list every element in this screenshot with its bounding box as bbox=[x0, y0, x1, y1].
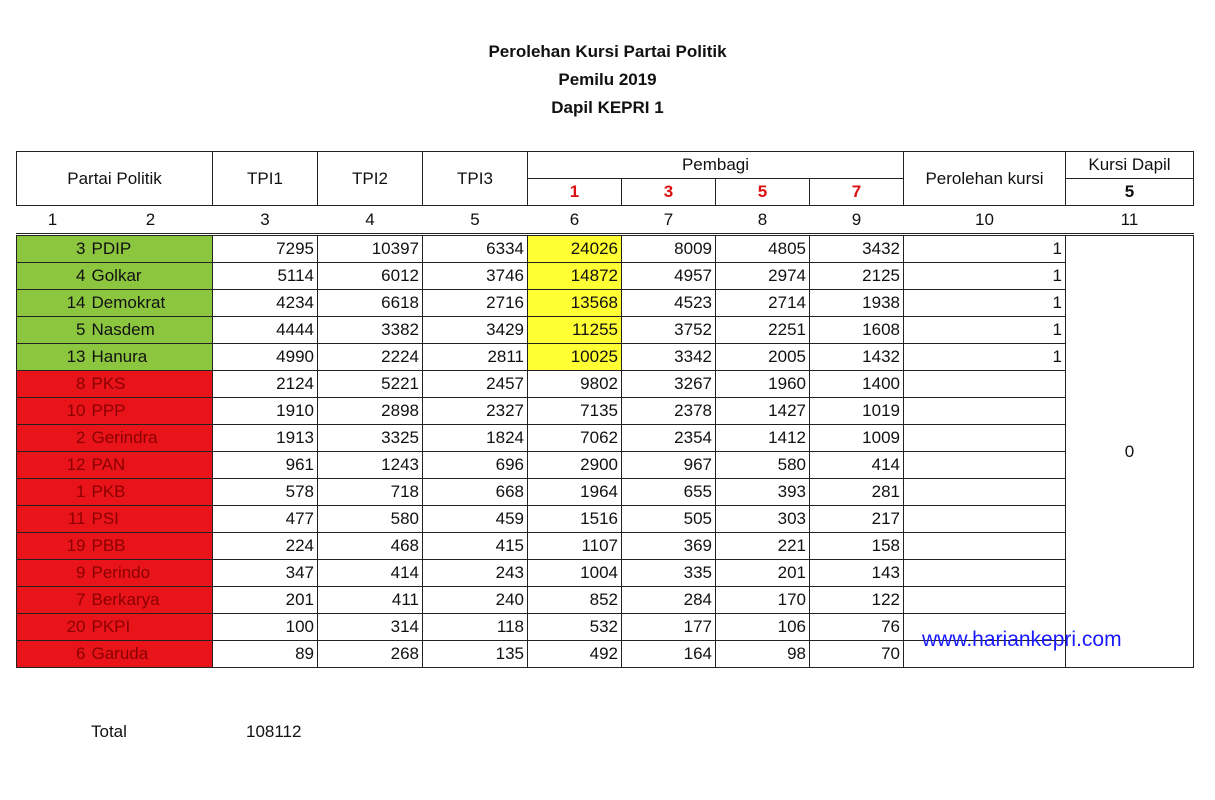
total-value: 108112 bbox=[246, 722, 302, 741]
tpi1-value: 4990 bbox=[213, 344, 318, 371]
party-number: 14 bbox=[17, 290, 89, 317]
seat-allocation-table bbox=[16, 151, 1194, 668]
seats-value bbox=[904, 479, 1066, 506]
seats-value bbox=[904, 452, 1066, 479]
divisor-1-value: 24026 bbox=[528, 235, 622, 263]
party-name: PSI bbox=[89, 506, 213, 533]
party-name: Perindo bbox=[89, 560, 213, 587]
tpi1-value: 961 bbox=[213, 452, 318, 479]
tpi1-value: 7295 bbox=[213, 235, 318, 263]
divisor-3-value: 3752 bbox=[622, 317, 716, 344]
divisor-1-value: 1516 bbox=[528, 506, 622, 533]
tpi1-value: 4444 bbox=[213, 317, 318, 344]
table-row bbox=[17, 317, 1194, 344]
divisor-3-value: 2354 bbox=[622, 425, 716, 452]
party-number: 20 bbox=[17, 614, 89, 641]
tpi1-value: 4234 bbox=[213, 290, 318, 317]
seats-value bbox=[904, 533, 1066, 560]
table-row bbox=[17, 290, 1194, 317]
tpi2-value: 718 bbox=[318, 479, 423, 506]
party-name: PAN bbox=[89, 452, 213, 479]
table-row bbox=[17, 560, 1194, 587]
divisor-5-value: 170 bbox=[716, 587, 810, 614]
divisor-7-value: 122 bbox=[810, 587, 904, 614]
table-row bbox=[17, 235, 1194, 263]
divisor-7-value: 70 bbox=[810, 641, 904, 668]
seats-value: 1 bbox=[904, 235, 1066, 263]
tpi3-value: 118 bbox=[423, 614, 528, 641]
tpi1-value: 89 bbox=[213, 641, 318, 668]
divisor-7-value: 217 bbox=[810, 506, 904, 533]
divisor-1-value: 852 bbox=[528, 587, 622, 614]
divisor-7-value: 1019 bbox=[810, 398, 904, 425]
divisor-1-value: 1004 bbox=[528, 560, 622, 587]
column-index: 10 bbox=[904, 206, 1066, 235]
tpi3-value: 459 bbox=[423, 506, 528, 533]
divisor-3-value: 8009 bbox=[622, 235, 716, 263]
divisor-1-value: 9802 bbox=[528, 371, 622, 398]
tpi3-value: 2327 bbox=[423, 398, 528, 425]
tpi3-value: 2716 bbox=[423, 290, 528, 317]
divisor-5-value: 201 bbox=[716, 560, 810, 587]
party-number: 6 bbox=[17, 641, 89, 668]
column-index: 5 bbox=[423, 206, 528, 235]
header-perolehan: Perolehan kursi bbox=[904, 152, 1066, 206]
tpi3-value: 2811 bbox=[423, 344, 528, 371]
tpi3-value: 2457 bbox=[423, 371, 528, 398]
party-number: 10 bbox=[17, 398, 89, 425]
party-name: Berkarya bbox=[89, 587, 213, 614]
divisor-3-value: 4523 bbox=[622, 290, 716, 317]
party-number: 19 bbox=[17, 533, 89, 560]
divisor-5-value: 393 bbox=[716, 479, 810, 506]
divisor-3-value: 335 bbox=[622, 560, 716, 587]
column-index: 2 bbox=[89, 206, 213, 235]
seats-value bbox=[904, 560, 1066, 587]
divisor-5-value: 98 bbox=[716, 641, 810, 668]
table-row bbox=[17, 452, 1194, 479]
divisor-5-value: 2714 bbox=[716, 290, 810, 317]
divisor-3-value: 655 bbox=[622, 479, 716, 506]
tpi3-value: 668 bbox=[423, 479, 528, 506]
title-line-2: Pemilu 2019 bbox=[558, 70, 657, 89]
column-index: 7 bbox=[622, 206, 716, 235]
divisor-1-value: 2900 bbox=[528, 452, 622, 479]
party-name: PDIP bbox=[89, 235, 213, 263]
divisor-5-value: 106 bbox=[716, 614, 810, 641]
divisor-7-value: 2125 bbox=[810, 263, 904, 290]
tpi2-value: 10397 bbox=[318, 235, 423, 263]
party-name: PPP bbox=[89, 398, 213, 425]
seats-value bbox=[904, 587, 1066, 614]
tpi3-value: 240 bbox=[423, 587, 528, 614]
header-pembagi: Pembagi bbox=[528, 152, 904, 179]
document-title bbox=[0, 38, 1215, 122]
tpi1-value: 2124 bbox=[213, 371, 318, 398]
party-name: Golkar bbox=[89, 263, 213, 290]
divisor-1-value: 14872 bbox=[528, 263, 622, 290]
divisor-7-value: 1400 bbox=[810, 371, 904, 398]
tpi2-value: 468 bbox=[318, 533, 423, 560]
divisor-3-value: 3342 bbox=[622, 344, 716, 371]
tpi3-value: 3429 bbox=[423, 317, 528, 344]
tpi2-value: 5221 bbox=[318, 371, 423, 398]
divisor-1-value: 7135 bbox=[528, 398, 622, 425]
website-link[interactable]: www.hariankepri.com bbox=[922, 628, 1122, 651]
column-index: 1 bbox=[17, 206, 89, 235]
divisor-7-value: 1432 bbox=[810, 344, 904, 371]
header-tpi1: TPI1 bbox=[213, 152, 318, 206]
divisor-3-value: 3267 bbox=[622, 371, 716, 398]
tpi1-value: 100 bbox=[213, 614, 318, 641]
divisor-7-value: 1608 bbox=[810, 317, 904, 344]
divisor-3-value: 967 bbox=[622, 452, 716, 479]
tpi3-value: 1824 bbox=[423, 425, 528, 452]
header-row-1 bbox=[17, 152, 1194, 179]
divisor-7-value: 414 bbox=[810, 452, 904, 479]
party-number: 11 bbox=[17, 506, 89, 533]
tpi1-value: 578 bbox=[213, 479, 318, 506]
party-name: Gerindra bbox=[89, 425, 213, 452]
remaining-seats: 0 bbox=[1066, 235, 1194, 668]
tpi2-value: 2224 bbox=[318, 344, 423, 371]
divisor-5-value: 303 bbox=[716, 506, 810, 533]
divisor-5-value: 1960 bbox=[716, 371, 810, 398]
party-number: 12 bbox=[17, 452, 89, 479]
tpi2-value: 411 bbox=[318, 587, 423, 614]
divisor-5-value: 2251 bbox=[716, 317, 810, 344]
tpi1-value: 5114 bbox=[213, 263, 318, 290]
seats-value: 1 bbox=[904, 344, 1066, 371]
tpi3-value: 135 bbox=[423, 641, 528, 668]
party-name: Garuda bbox=[89, 641, 213, 668]
divisor-3-value: 369 bbox=[622, 533, 716, 560]
divisor-5: 5 bbox=[716, 179, 810, 206]
party-number: 2 bbox=[17, 425, 89, 452]
tpi3-value: 696 bbox=[423, 452, 528, 479]
header-tpi3: TPI3 bbox=[423, 152, 528, 206]
tpi3-value: 415 bbox=[423, 533, 528, 560]
divisor-3-value: 284 bbox=[622, 587, 716, 614]
divisor-5-value: 221 bbox=[716, 533, 810, 560]
party-number: 4 bbox=[17, 263, 89, 290]
divisor-7-value: 1938 bbox=[810, 290, 904, 317]
party-name: Nasdem bbox=[89, 317, 213, 344]
tpi1-value: 1913 bbox=[213, 425, 318, 452]
tpi2-value: 314 bbox=[318, 614, 423, 641]
table-row bbox=[17, 425, 1194, 452]
divisor-3: 3 bbox=[622, 179, 716, 206]
party-number: 3 bbox=[17, 235, 89, 263]
divisor-7-value: 281 bbox=[810, 479, 904, 506]
party-number: 9 bbox=[17, 560, 89, 587]
kursi-dapil-value: 5 bbox=[1066, 179, 1194, 206]
tpi3-value: 3746 bbox=[423, 263, 528, 290]
divisor-1-value: 1107 bbox=[528, 533, 622, 560]
divisor-1-value: 492 bbox=[528, 641, 622, 668]
tpi2-value: 2898 bbox=[318, 398, 423, 425]
divisor-5-value: 1412 bbox=[716, 425, 810, 452]
tpi1-value: 347 bbox=[213, 560, 318, 587]
party-number: 5 bbox=[17, 317, 89, 344]
table-row bbox=[17, 479, 1194, 506]
party-number: 7 bbox=[17, 587, 89, 614]
divisor-5-value: 2974 bbox=[716, 263, 810, 290]
tpi3-value: 243 bbox=[423, 560, 528, 587]
divisor-7: 7 bbox=[810, 179, 904, 206]
table-row bbox=[17, 398, 1194, 425]
title-line-1: Perolehan Kursi Partai Politik bbox=[488, 42, 727, 61]
table-row bbox=[17, 371, 1194, 398]
column-index-row bbox=[17, 206, 1194, 235]
table-row bbox=[17, 506, 1194, 533]
seats-value: 1 bbox=[904, 317, 1066, 344]
seats-value bbox=[904, 371, 1066, 398]
title-line-3: Dapil KEPRI 1 bbox=[551, 98, 664, 117]
party-name: PKS bbox=[89, 371, 213, 398]
header-tpi2: TPI2 bbox=[318, 152, 423, 206]
tpi2-value: 6012 bbox=[318, 263, 423, 290]
divisor-1-value: 13568 bbox=[528, 290, 622, 317]
tpi1-value: 477 bbox=[213, 506, 318, 533]
party-number: 13 bbox=[17, 344, 89, 371]
divisor-5-value: 2005 bbox=[716, 344, 810, 371]
seats-value: 1 bbox=[904, 263, 1066, 290]
divisor-3-value: 177 bbox=[622, 614, 716, 641]
divisor-5-value: 580 bbox=[716, 452, 810, 479]
table-row bbox=[17, 533, 1194, 560]
divisor-3-value: 4957 bbox=[622, 263, 716, 290]
table-row bbox=[17, 587, 1194, 614]
divisor-1-value: 7062 bbox=[528, 425, 622, 452]
tpi1-value: 1910 bbox=[213, 398, 318, 425]
divisor-5-value: 1427 bbox=[716, 398, 810, 425]
party-name: PKB bbox=[89, 479, 213, 506]
divisor-7-value: 143 bbox=[810, 560, 904, 587]
seats-value bbox=[904, 506, 1066, 533]
divisor-1-value: 11255 bbox=[528, 317, 622, 344]
divisor-7-value: 76 bbox=[810, 614, 904, 641]
tpi2-value: 268 bbox=[318, 641, 423, 668]
table-row bbox=[17, 263, 1194, 290]
tpi1-value: 201 bbox=[213, 587, 318, 614]
column-index: 11 bbox=[1066, 206, 1194, 235]
tpi1-value: 224 bbox=[213, 533, 318, 560]
divisor-7-value: 3432 bbox=[810, 235, 904, 263]
seats-value bbox=[904, 425, 1066, 452]
party-name: PBB bbox=[89, 533, 213, 560]
tpi2-value: 580 bbox=[318, 506, 423, 533]
column-index: 8 bbox=[716, 206, 810, 235]
divisor-1-value: 532 bbox=[528, 614, 622, 641]
seats-value: 1 bbox=[904, 290, 1066, 317]
divisor-1-value: 1964 bbox=[528, 479, 622, 506]
table-row bbox=[17, 344, 1194, 371]
divisor-3-value: 164 bbox=[622, 641, 716, 668]
divisor-5-value: 4805 bbox=[716, 235, 810, 263]
tpi2-value: 1243 bbox=[318, 452, 423, 479]
column-index: 4 bbox=[318, 206, 423, 235]
divisor-7-value: 158 bbox=[810, 533, 904, 560]
divisor-7-value: 1009 bbox=[810, 425, 904, 452]
header-partai: Partai Politik bbox=[17, 152, 213, 206]
total-label: Total bbox=[91, 722, 127, 741]
party-number: 8 bbox=[17, 371, 89, 398]
column-index: 9 bbox=[810, 206, 904, 235]
header-kursi-dapil: Kursi Dapil bbox=[1066, 152, 1194, 179]
tpi3-value: 6334 bbox=[423, 235, 528, 263]
tpi2-value: 3325 bbox=[318, 425, 423, 452]
divisor-1-value: 10025 bbox=[528, 344, 622, 371]
divisor-1: 1 bbox=[528, 179, 622, 206]
divisor-3-value: 505 bbox=[622, 506, 716, 533]
party-name: Hanura bbox=[89, 344, 213, 371]
party-name: Demokrat bbox=[89, 290, 213, 317]
tpi2-value: 6618 bbox=[318, 290, 423, 317]
party-number: 1 bbox=[17, 479, 89, 506]
column-index: 3 bbox=[213, 206, 318, 235]
party-name: PKPI bbox=[89, 614, 213, 641]
tpi2-value: 3382 bbox=[318, 317, 423, 344]
tpi2-value: 414 bbox=[318, 560, 423, 587]
divisor-3-value: 2378 bbox=[622, 398, 716, 425]
seats-value bbox=[904, 398, 1066, 425]
column-index: 6 bbox=[528, 206, 622, 235]
